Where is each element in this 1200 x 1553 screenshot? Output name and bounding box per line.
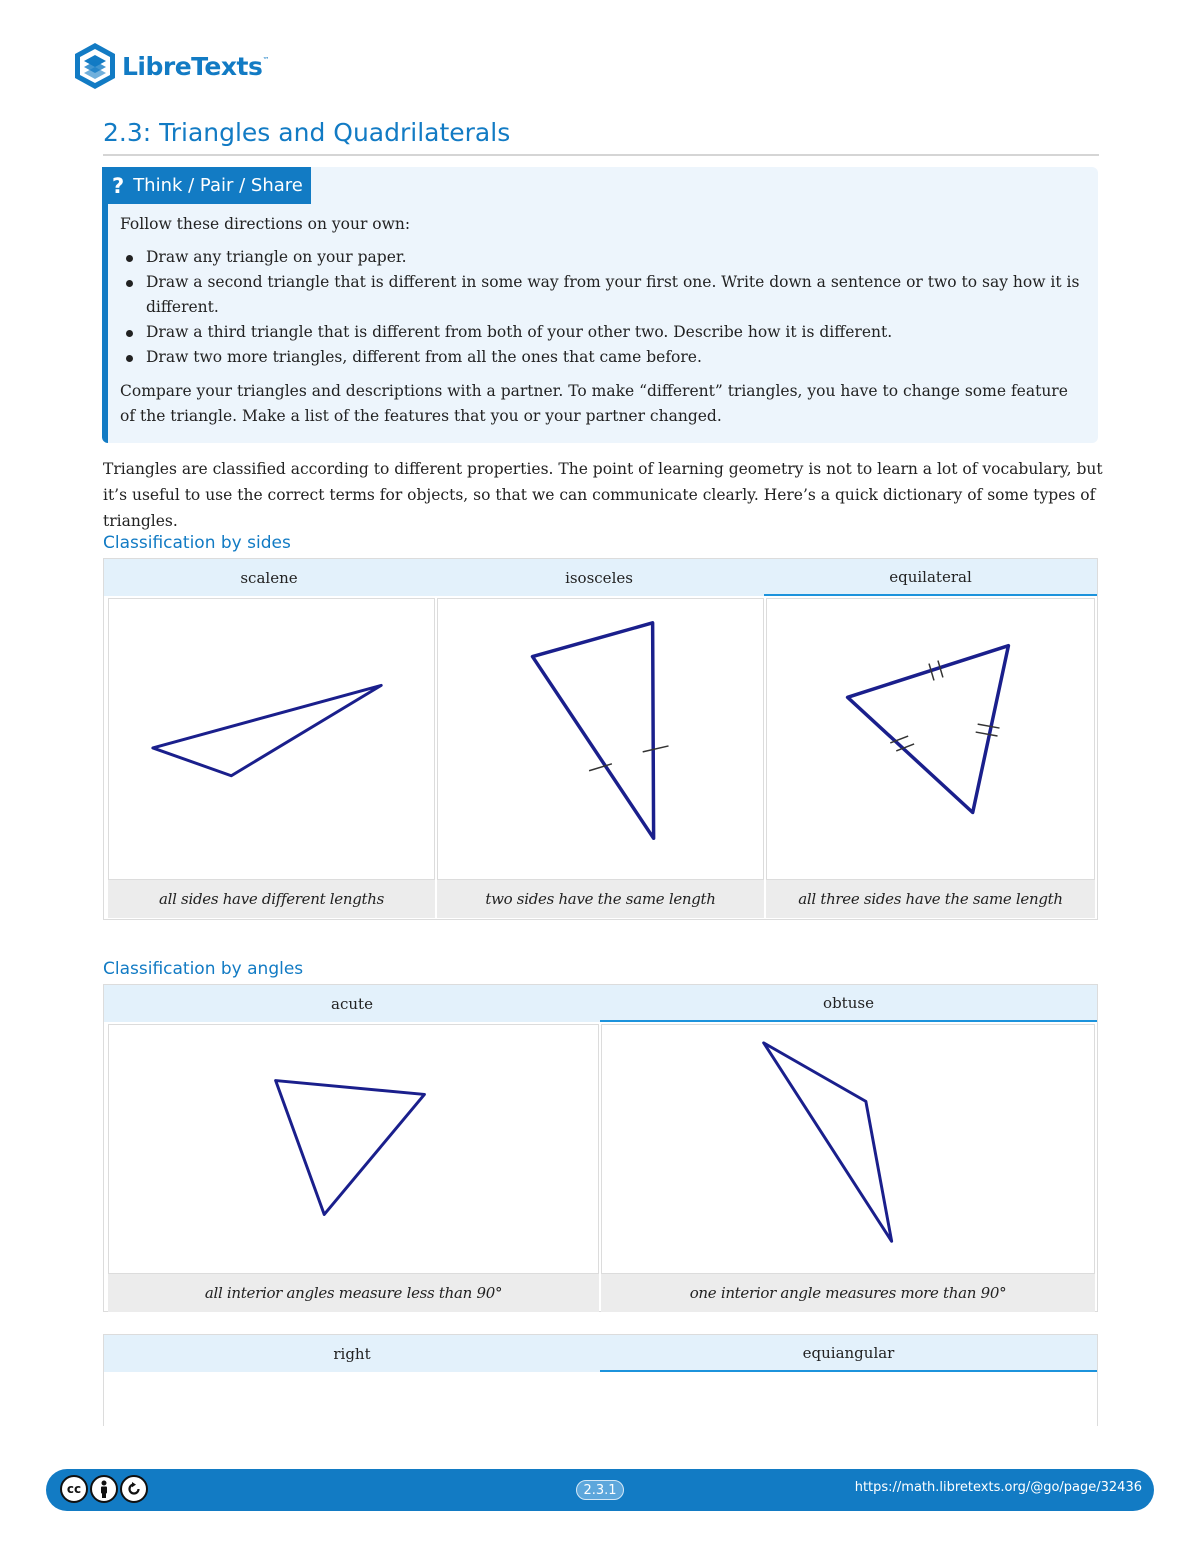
tab-equilateral[interactable]: equilateral	[764, 559, 1097, 596]
list-item: Draw any triangle on your paper.	[146, 245, 1086, 270]
list-item: Draw two more triangles, different from all the ones that came before.	[146, 345, 1086, 370]
logo-icon	[72, 41, 118, 91]
tab-right[interactable]: right	[104, 1335, 600, 1372]
by-icon	[90, 1475, 118, 1503]
list-item: Draw a third triangle that is different from both of your other two. Describe how it is different.	[146, 320, 1086, 345]
directions-intro: Follow these directions on your own:	[120, 215, 411, 233]
sa-icon	[120, 1475, 148, 1503]
sides-heading: Classification by sides	[103, 533, 291, 553]
title-divider	[103, 154, 1099, 156]
tab-isosceles[interactable]: isosceles	[434, 559, 764, 596]
scalene-caption: all sides have different lengths	[108, 880, 435, 918]
acute-caption: all interior angles measure less than 90°	[108, 1274, 599, 1312]
page-number: 2.3.1	[576, 1480, 624, 1500]
directions-list	[120, 245, 1086, 370]
angles-heading: Classification by angles	[103, 959, 304, 979]
intro-paragraph: Triangles are classified according to different properties. The point of learning geometry is not to learn a lot of vocabulary, but it’s useful to use the correct terms for objects, so that we can communicate clearly. Here’s a quick dictionary of some types of triangles.	[103, 460, 1103, 530]
cc-license-badge[interactable]	[60, 1475, 150, 1503]
isosceles-triangle	[438, 599, 763, 879]
list-item: Draw a second triangle that is different in some way from your first one. Write down a sentence or two to say how it is different.	[146, 270, 1086, 320]
think-pair-share-tab	[102, 167, 311, 204]
directions-closing: Compare your triangles and descriptions with a partner. To make “different” triangles, you have to change some feature of the triangle. Make a list of the features that you or your partner changed.	[120, 382, 1068, 425]
equilateral-figure	[766, 598, 1095, 880]
libretexts-logo[interactable]	[72, 40, 269, 92]
acute-figure	[108, 1024, 599, 1274]
page-url-link[interactable]: https://math.libretexts.org/@go/page/32436	[854, 1480, 1142, 1495]
scalene-triangle	[109, 599, 434, 879]
equilateral-caption: all three sides have the same length	[766, 880, 1095, 918]
logo-trademark: ™	[262, 56, 270, 64]
tab-scalene[interactable]: scalene	[104, 559, 434, 596]
obtuse-caption: one interior angle measures more than 90°	[601, 1274, 1095, 1312]
angles-table	[103, 984, 1098, 1312]
cc-icon: cc	[60, 1475, 88, 1503]
obtuse-triangle	[602, 1025, 1094, 1273]
sides-table	[103, 558, 1098, 920]
isosceles-caption: two sides have the same length	[437, 880, 764, 918]
tab-equiangular[interactable]: equiangular	[600, 1335, 1097, 1372]
isosceles-figure	[437, 598, 764, 880]
think-pair-share-label: Think / Pair / Share	[133, 175, 303, 196]
acute-triangle	[109, 1025, 598, 1273]
obtuse-figure	[601, 1024, 1095, 1274]
tab-acute[interactable]: acute	[104, 985, 600, 1022]
scalene-figure	[108, 598, 435, 880]
page-footer	[46, 1469, 1154, 1511]
think-pair-share-body	[120, 212, 1086, 429]
tab-obtuse[interactable]: obtuse	[600, 985, 1097, 1022]
question-mark-icon: ?	[112, 173, 125, 198]
logo-text: LibreTexts	[122, 51, 263, 81]
page-title: 2.3: Triangles and Quadrilaterals	[103, 118, 511, 147]
equilateral-triangle	[767, 599, 1094, 879]
angles-table-2	[103, 1334, 1098, 1426]
